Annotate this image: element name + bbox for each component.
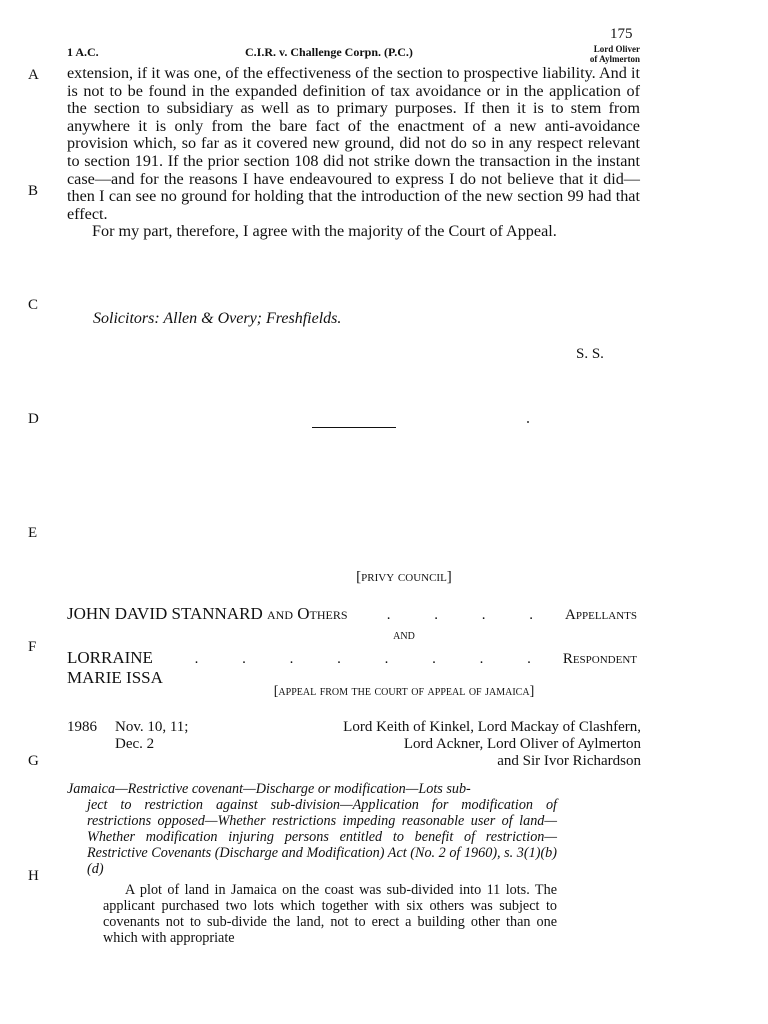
hearing-dates <box>67 719 188 753</box>
appellant-leader: . . . . <box>386 607 554 623</box>
margin-letter-h: H <box>28 868 39 884</box>
hearing-dates-line2: Dec. 2 <box>115 736 155 752</box>
and-separator: and <box>393 628 415 643</box>
margin-letter-d: D <box>28 411 39 427</box>
judgment-text <box>67 65 640 241</box>
respondent-leader: . . . . . . . . <box>194 651 551 667</box>
appellant-name: JOHN DAVID STANNARD <box>67 604 263 623</box>
summary-paragraph: A plot of land in Jamaica on the coast was sub-divided into 11 lots. The applicant purchased two lots which together with six others was subject to covenants not to sub-divide the land, not to erect a building other than one which with appropriate <box>103 882 557 946</box>
judges-line1: Lord Keith of Kinkel, Lord Mackay of Clashfern, <box>343 719 641 735</box>
appellant-suffix: and Others <box>266 604 348 623</box>
appellant-role: Appellants <box>565 607 637 623</box>
margin-letter-g: G <box>28 753 39 769</box>
running-head-judge-line2: of Aylmerton <box>589 54 640 64</box>
running-head-volume: 1 A.C. <box>67 45 99 59</box>
judges <box>280 719 641 770</box>
hearing-dates-line1: Nov. 10, 11; <box>115 719 189 735</box>
page-number: 175 <box>610 26 633 42</box>
section-divider <box>312 427 396 428</box>
headnote-first-line: Jamaica—Restrictive covenant—Discharge or modification—Lots sub- <box>67 781 471 797</box>
solicitors-line: Solicitors: Allen & Overy; Freshfields. <box>93 310 342 327</box>
judgment-paragraph: extension, if it was one, of the effectiveness of the section to prospective liability. And it is not to be found in the expanded definition of tax avoidance or in the application of the section to subsidiary as well as to primary purposes. If then it is to stem from anywhere it is only from the bare fact of the enactment of a new anti-avoidance provision which, so far as it covered new ground, did not do so in any respect relevant to section 191. If the prior section 108 did not strike down the transaction in the instant case—and for the reasons I have endeavoured to express I do not believe that it did—then I can see no ground for holding that the introduction of the new section 99 had that effect. <box>67 64 640 223</box>
judges-line3: and Sir Ivor Richardson <box>497 753 641 769</box>
respondent-name: LORRAINE MARIE ISSA <box>67 648 163 687</box>
margin-letter-c: C <box>28 297 39 313</box>
judgment-paragraph: For my part, therefore, I agree with the majority of the Court of Appeal. <box>92 222 557 241</box>
headnote-summary <box>103 882 557 946</box>
respondent-row <box>67 648 637 688</box>
headnote-catchwords <box>67 781 557 877</box>
margin-letter-a: A <box>28 67 39 83</box>
margin-letter-b: B <box>28 183 39 199</box>
court-name: [privy council] <box>356 569 452 585</box>
judges-line2: Lord Ackner, Lord Oliver of Aylmerton <box>403 736 641 752</box>
respondent-role: Respondent <box>562 651 637 667</box>
margin-letter-e: E <box>28 525 38 541</box>
reporter-initials: S. S. <box>576 346 604 362</box>
running-head-judge-line1: Lord Oliver <box>593 44 640 54</box>
appellant-party <box>67 604 348 624</box>
hearing-year: 1986 <box>67 719 97 735</box>
margin-letter-f: F <box>28 639 37 655</box>
running-head-case: C.I.R. v. Challenge Corpn. (P.C.) <box>245 45 413 59</box>
appellant-row <box>67 604 637 624</box>
headnote-rest: ject to restriction against sub-division—Application for modification of restrictions opposed—Whether restrictions impeding reasonable user of land—Whether modification injuring persons entitled to benefit of restriction—Restrictive Covenants (Discharge and Modification) Act (No. 2 of 1960), s. 3(1)(b)(d) <box>87 797 557 877</box>
appeal-from: [appeal from the court of appeal of jamaica] <box>273 684 535 699</box>
print-speck <box>527 421 529 423</box>
running-head-judge <box>560 44 640 64</box>
